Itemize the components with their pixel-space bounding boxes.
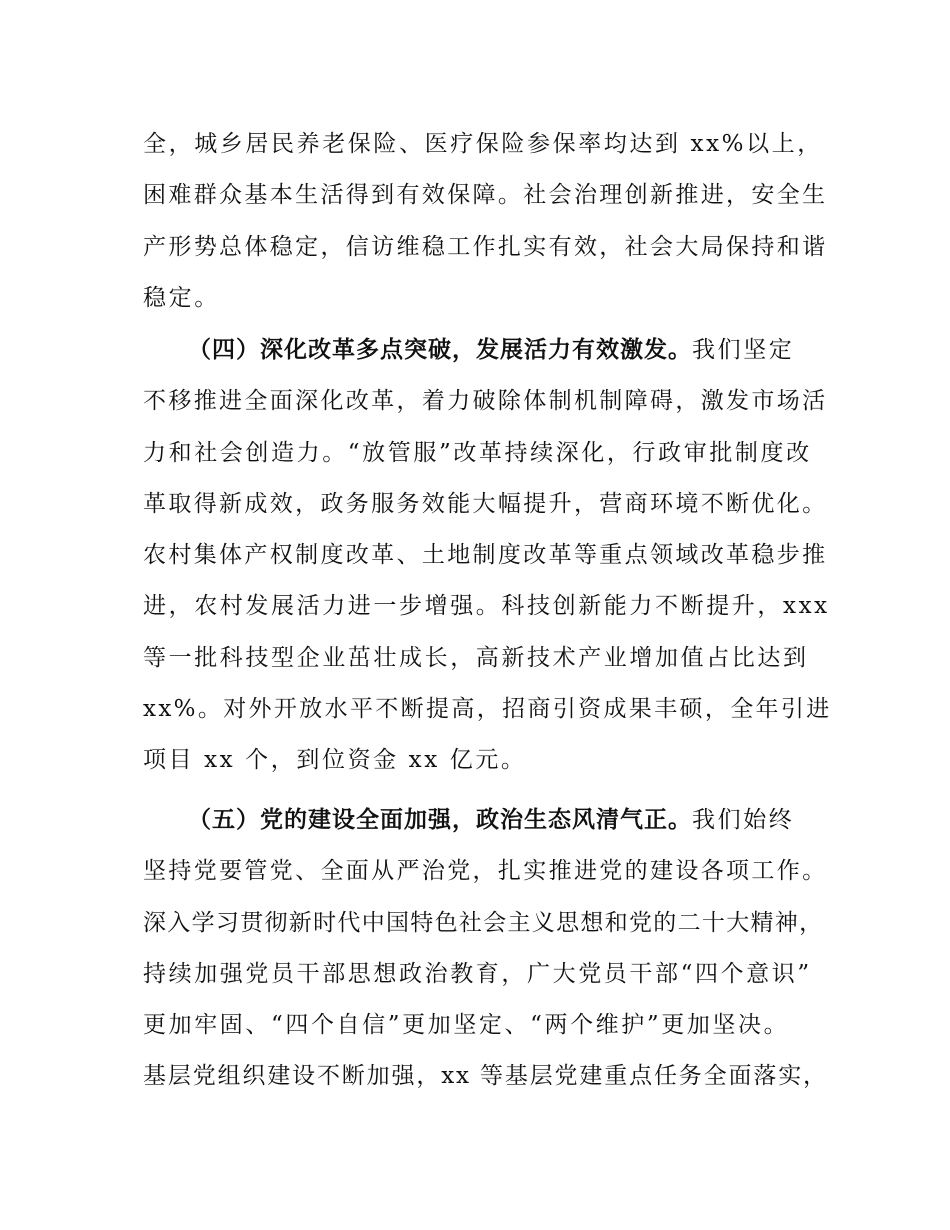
text-line: 坚持党要管党、全面从严治党，扎实推进党的建设各项工作。	[143, 858, 828, 885]
text-line: 不移推进全面深化改革，着力破除体制机制障碍，激发市场活	[143, 388, 828, 415]
text-line: 更加牢固、“四个自信”更加坚定、“两个维护”更加坚决。	[143, 1012, 790, 1039]
text-line: 稳定。	[143, 284, 220, 311]
paragraph-social-security	[143, 119, 833, 324]
text-line: 进，农村发展活力进一步增强。科技创新能力不断提升，xxx	[143, 593, 830, 620]
text-line: 深入学习贯彻新时代中国特色社会主义思想和党的二十大精神，	[143, 909, 824, 936]
section-heading-reform: （四）深化改革多点突破，发展活力有效激发。	[188, 337, 692, 363]
text-line: 持续加强党员干部思想政治教育，广大党员干部“四个意识”	[143, 960, 812, 987]
text-line: 革取得新成效，政务服务效能大幅提升，营商环境不断优化。	[143, 490, 828, 517]
text-line: 项目 xx 个，到位资金 xx 亿元。	[143, 747, 527, 774]
text-line: 全，城乡居民养老保险、医疗保险参保率均达到 xx%以上，	[143, 131, 823, 157]
text-line-first	[143, 325, 833, 376]
text-line: 困难群众基本生活得到有效保障。社会治理创新推进，安全生	[143, 182, 828, 209]
paragraph-reform	[143, 325, 833, 787]
text-line: 基层党组织建设不断加强，xx 等基层党建重点任务全面落实，	[143, 1063, 828, 1090]
section-heading-party-building: （五）党的建设全面加强，政治生态风清气正。	[188, 807, 692, 833]
text-run: 我们始终	[692, 807, 795, 833]
paragraph-party-building	[143, 795, 833, 1103]
text-line: 等一批科技型企业茁壮成长，高新技术产业增加值占比达到	[143, 644, 809, 671]
text-line: xx%。对外开放水平不断提高，招商引资成果丰硕，全年引进	[143, 696, 832, 723]
text-line: 产形势总体稳定，信访维稳工作扎实有效，社会大局保持和谐	[143, 233, 828, 260]
text-line: 农村集体产权制度改革、土地制度改革等重点领域改革稳步推	[143, 542, 828, 569]
text-line-first	[143, 795, 833, 846]
text-line: 力和社会创造力。“放管服”改革持续深化，行政审批制度改	[143, 439, 812, 466]
text-run: 我们坚定	[692, 337, 795, 363]
